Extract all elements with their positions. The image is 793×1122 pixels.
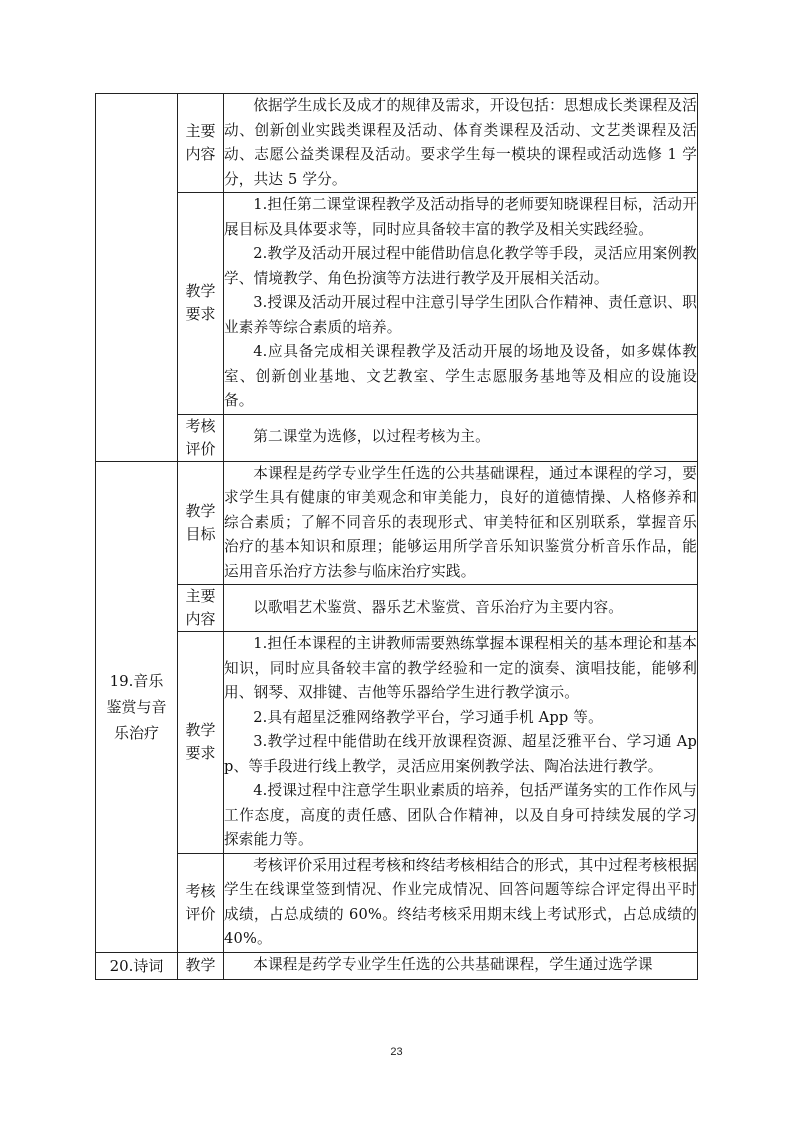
section-label-line: 内容 <box>185 610 216 628</box>
section-content-cell <box>224 461 698 585</box>
course-table-body <box>96 94 698 980</box>
section-label-line: 考核 <box>185 881 216 900</box>
section-label-line: 教学 <box>185 501 216 520</box>
section-content-cell <box>224 94 698 193</box>
content-paragraph: 本课程是药学专业学生任选的公共基础课程，学生通过选学课 <box>253 956 653 974</box>
section-label-cell <box>178 461 224 585</box>
section-label-line: 目标 <box>185 524 216 543</box>
section-label-cell <box>178 952 224 979</box>
content-paragraph: 第二课堂为选修，以过程考核为主。 <box>253 428 490 446</box>
table-row <box>96 94 698 193</box>
section-label-cell <box>178 632 224 854</box>
course-name-line: 20.诗词 <box>109 956 164 975</box>
section-content-cell <box>224 414 698 461</box>
course-name-cell <box>96 461 178 952</box>
section-content-cell <box>224 585 698 632</box>
table-row <box>96 952 698 979</box>
section-content-cell <box>224 193 698 415</box>
section-label-cell <box>178 853 224 952</box>
course-name-cell <box>96 952 178 979</box>
table-row <box>96 585 698 632</box>
content-paragraph: 4.授课过程中注意学生职业素质的培养，包括严谨务实的工作作风与工作态度，高度的责任感、团队合作精神，以及自身可持续发展的学习探索能力等。 <box>224 782 697 848</box>
content-paragraph: 3.授课及活动开展过程中注意引导学生团队合作精神、责任意识、职业素养等综合素质的培养。 <box>224 294 697 336</box>
course-name-line: 19.音乐 <box>109 671 164 690</box>
section-content-cell <box>224 853 698 952</box>
section-label-cell <box>178 585 224 632</box>
section-label-line: 评价 <box>185 904 216 923</box>
table-row <box>96 193 698 415</box>
section-label-line: 评价 <box>185 439 216 458</box>
table-row <box>96 461 698 585</box>
course-name-line: 鉴赏与音 <box>106 697 167 716</box>
section-label-line: 主要 <box>185 122 216 140</box>
course-name-line: 乐治疗 <box>113 723 159 742</box>
content-paragraph: 4.应具备完成相关课程教学及活动开展的场地及设备，如多媒体教室、创新创业基地、文艺教室、学生志愿服务基地等及相应的设施设备。 <box>224 343 697 409</box>
content-paragraph: 3.教学过程中能借助在线开放课程资源、超星泛雅平台、学习通 App、等手段进行线上教学，灵活应用案例教学法、陶冶法进行教学。 <box>224 733 697 775</box>
section-label-line: 教学 <box>185 956 216 974</box>
page-number: 23 <box>390 1046 403 1058</box>
section-content-cell <box>224 952 698 979</box>
section-label-line: 要求 <box>185 744 216 763</box>
table-row <box>96 853 698 952</box>
table-row <box>96 632 698 854</box>
section-label-line: 主要 <box>185 587 216 605</box>
course-name-cell <box>96 94 178 462</box>
content-paragraph: 2.教学及活动开展过程中能借助信息化教学等手段，灵活应用案例教学、情境教学、角色扮演等方法进行教学及开展相关活动。 <box>224 245 697 287</box>
section-label-line: 内容 <box>185 145 216 163</box>
content-paragraph: 本课程是药学专业学生任选的公共基础课程，通过本课程的学习，要求学生具有健康的审美观念和审美能力，良好的道德情操、人格修养和综合素质；了解不同音乐的表现形式、审美特征和区别联系，掌握音乐治疗的基本知识和原理；能够运用所学音乐知识鉴赏分析音乐作品，能运用音乐治疗方法参与临床治疗实践。 <box>224 464 698 580</box>
table-row <box>96 414 698 461</box>
content-paragraph: 考核评价采用过程考核和终结考核相结合的形式，其中过程考核根据学生在线课堂签到情况、作业完成情况、回答问题等综合评定得出平时成绩，占总成绩的 60%。终结考核采用期末线上考试形式，占总成绩的 40%。 <box>224 856 698 947</box>
content-paragraph: 以歌唱艺术鉴赏、器乐艺术鉴赏、音乐治疗为主要内容。 <box>253 598 624 616</box>
content-paragraph: 2.具有超星泛雅网络教学平台，学习通手机 App 等。 <box>253 708 603 726</box>
content-paragraph: 1.担任本课程的主讲教师需要熟练掌握本课程相关的基本理论和基本知识，同时应具备较丰富的教学经验和一定的演奏、演唱技能，能够利用、钢琴、双排键、吉他等乐器给学生进行教学演示。 <box>224 635 697 701</box>
section-label-cell <box>178 193 224 415</box>
section-label-cell <box>178 94 224 193</box>
section-label-line: 教学 <box>185 721 216 740</box>
section-label-line: 教学 <box>185 282 216 301</box>
section-label-line: 考核 <box>185 416 216 435</box>
content-paragraph: 依据学生成长及成才的规律及需求，开设包括：思想成长类课程及活动、创新创业实践类课程及活动、体育类课程及活动、文艺类课程及活动、志愿公益类课程及活动。要求学生每一模块的课程或活动选修 1 学分，共达 5 学分。 <box>224 97 698 188</box>
content-paragraph: 1.担任第二课堂课程教学及活动指导的老师要知晓课程目标，活动开展目标及具体要求等，同时应具备较丰富的教学及相关实践经验。 <box>224 196 697 238</box>
section-label-cell <box>178 414 224 461</box>
section-label-line: 要求 <box>185 305 216 324</box>
course-table <box>95 93 698 980</box>
section-content-cell <box>224 632 698 854</box>
